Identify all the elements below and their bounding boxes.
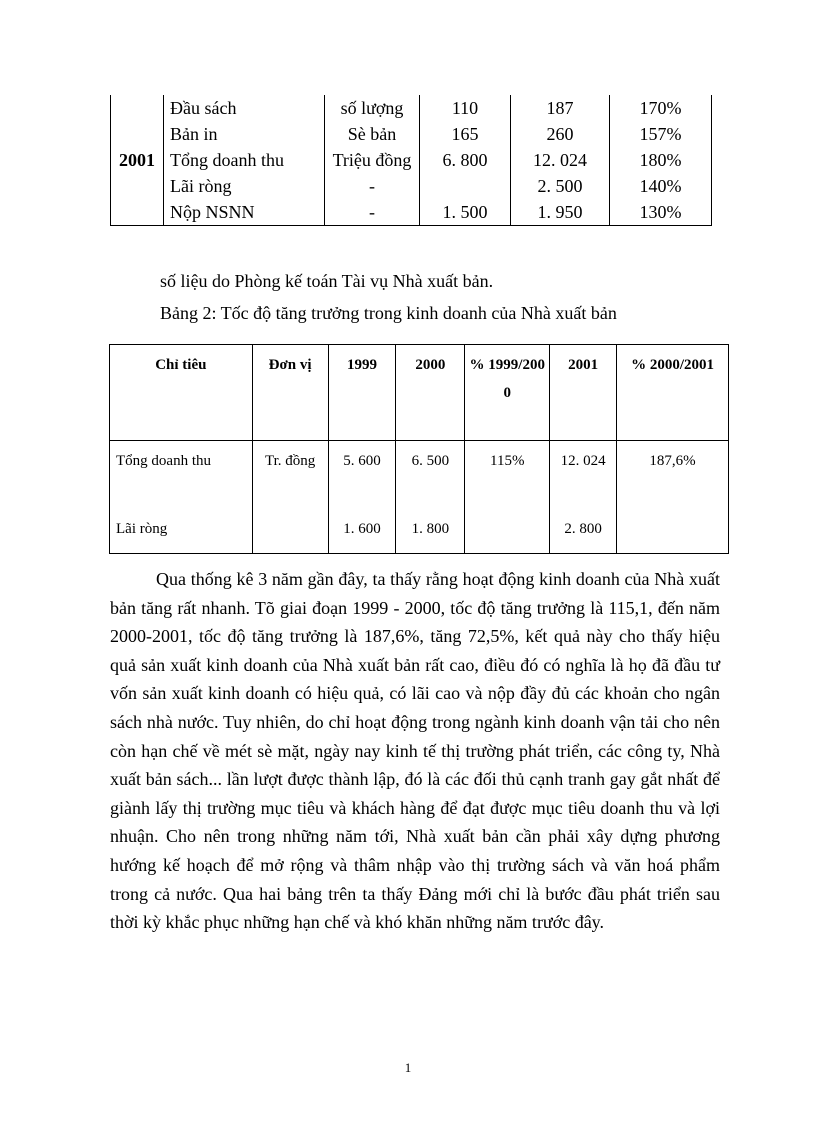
indicator-cell: Tổng doanh thu xyxy=(110,441,253,509)
indicator-cell: Nộp NSNN xyxy=(164,199,325,226)
indicator-cell: Tổng doanh thu xyxy=(164,147,325,173)
plan-cell xyxy=(420,173,511,199)
percent-cell: 187,6% xyxy=(617,441,729,509)
value-cell: 5. 600 xyxy=(328,441,396,509)
percent-cell: 180% xyxy=(610,147,712,173)
unit-cell: Sè bản xyxy=(325,121,420,147)
table-title: Bảng 2: Tốc độ tăng trưởng trong kinh doanh của Nhà xuất bản xyxy=(160,303,617,323)
column-header: Chỉ tiêu xyxy=(110,345,253,441)
indicator-cell: Bản in xyxy=(164,121,325,147)
year-cell: 2001 xyxy=(111,95,164,226)
growth-table xyxy=(109,344,729,554)
value-cell: 2. 800 xyxy=(550,509,617,554)
plan-cell: 6. 800 xyxy=(420,147,511,173)
indicator-cell: Đầu sách xyxy=(164,95,325,121)
table-row xyxy=(110,509,729,554)
percent-cell: 115% xyxy=(465,441,550,509)
page-number: 1 xyxy=(404,1060,412,1075)
body-paragraph: Qua thống kê 3 năm gần đây, ta thấy rằng hoạt động kinh doanh của Nhà xuất bản tăng rất nhanh. Tõ giai đoạn 1999 - 2000, tốc độ tăng trưởng là 115,1, đến năm 2000-2001, tốc độ tăng trưởng là 187,6%, tăng 72,5%, kết quả này cho thấy hiệu quả sản xuất kinh doanh của Nhà xuất bản rất cao, điều đó có nghĩa là họ đã đầu tư vốn sản xuất kinh doanh có hiệu quả, có lãi cao và nộp đầy đủ các khoản cho ngân sách nhà nước. Tuy nhiên, do chỉ hoạt động trong ngành kinh doanh vận tải cho nên còn hạn chế về mét sè mặt, ngày nay kinh tế thị trường phát triển, các công ty, Nhà xuất bản sách... lần lượt được thành lập, đó là các đối thủ cạnh tranh gay gắt nhất để giành lấy thị trường mục tiêu và khách hàng để đạt được mục tiêu doanh thu và lợi nhuận. Cho nên trong những năm tới, Nhà xuất bản cần phải xây dựng phương hướng kế hoạch để mở rộng và thâm nhập vào thị trường sách và văn hoá phẩm trong cả nước. Qua hai bảng trên ta thấy Đảng mới chỉ là bước đầu phát triển sau thời kỳ khắc phục những hạn chế và khó khăn những năm trước đây. xyxy=(110,569,720,933)
actual-cell: 187 xyxy=(511,95,610,121)
indicator-cell: Lãi ròng xyxy=(164,173,325,199)
column-header: 1999 xyxy=(328,345,396,441)
actual-cell: 12. 024 xyxy=(511,147,610,173)
percent-cell: 170% xyxy=(610,95,712,121)
table-row xyxy=(111,147,712,173)
table-continuation xyxy=(110,95,712,226)
actual-cell: 2. 500 xyxy=(511,173,610,199)
plan-cell: 1. 500 xyxy=(420,199,511,226)
source-note: số liệu do Phòng kế toán Tài vụ Nhà xuất bản. xyxy=(160,271,494,291)
percent-cell: 130% xyxy=(610,199,712,226)
table-header-row xyxy=(110,345,729,441)
unit-cell: - xyxy=(325,173,420,199)
column-header: 2000 xyxy=(396,345,465,441)
column-header: Đơn vị xyxy=(252,345,328,441)
column-header: 2001 xyxy=(550,345,617,441)
column-header: % 1999/2000 xyxy=(465,345,550,441)
unit-cell: Tr. đồng xyxy=(252,441,328,509)
column-header: % 2000/2001 xyxy=(617,345,729,441)
percent-cell: 157% xyxy=(610,121,712,147)
actual-cell: 260 xyxy=(511,121,610,147)
value-cell: 1. 600 xyxy=(328,509,396,554)
table-row xyxy=(110,441,729,509)
value-cell: 12. 024 xyxy=(550,441,617,509)
percent-cell xyxy=(617,509,729,554)
plan-cell: 110 xyxy=(420,95,511,121)
value-cell: 6. 500 xyxy=(396,441,465,509)
unit-cell: Triệu đồng xyxy=(325,147,420,173)
table-row xyxy=(111,199,712,226)
actual-cell: 1. 950 xyxy=(511,199,610,226)
unit-cell: số lượng xyxy=(325,95,420,121)
value-cell: 1. 800 xyxy=(396,509,465,554)
table-row xyxy=(111,121,712,147)
table-row xyxy=(111,173,712,199)
unit-cell: - xyxy=(325,199,420,226)
table-row xyxy=(111,95,712,121)
plan-cell: 165 xyxy=(420,121,511,147)
percent-cell xyxy=(465,509,550,554)
indicator-cell: Lãi ròng xyxy=(110,509,253,554)
unit-cell xyxy=(252,509,328,554)
percent-cell: 140% xyxy=(610,173,712,199)
